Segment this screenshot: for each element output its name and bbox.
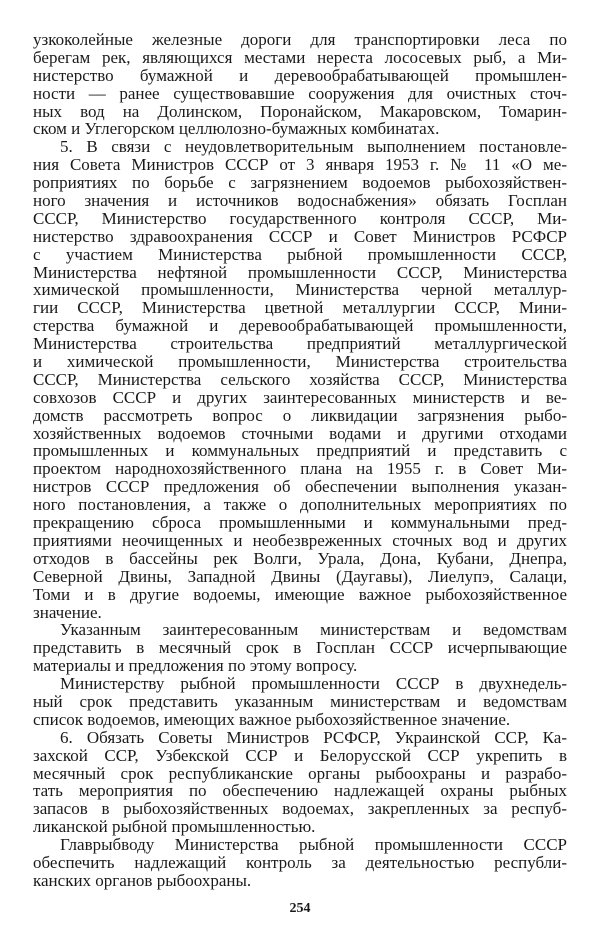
- text-line: ликанской рыбной промышленностью.: [33, 817, 316, 837]
- text-line: 5. В связи с неудовлетворительным выполнением постановле-: [60, 137, 567, 157]
- text-line: прекращению сброса промышленными и коммунальными пред-: [33, 513, 567, 533]
- text-line: химической промышленности, Министерства черной металлур-: [33, 280, 567, 300]
- text-line: ных вод на Долинском, Поронайском, Макаровском, Томарин-: [33, 101, 567, 121]
- text-line: ного постановления, а также о дополнительных мероприятиях по: [33, 495, 567, 515]
- text-line: и химической промышленности, Министерства строительства: [33, 352, 567, 372]
- text-line: с участием Министерства рыбной промышленности СССР,: [33, 244, 567, 264]
- text-line: захской ССР, Узбекской ССР и Белорусской ССР укрепить в: [33, 745, 567, 765]
- text-line: узкоколейные железные дороги для транспортировки леса по: [33, 30, 567, 49]
- text-line: канских органов рыбоохраны.: [33, 870, 252, 890]
- paragraph: [33, 31, 567, 138]
- text-line: СССР, Министерства сельского хозяйства СССР, Министерства: [33, 369, 567, 389]
- text-line: Главрыбводу Министерства рыбной промышленности СССР: [60, 835, 567, 855]
- text-line: приятиями неочищенных и необезвреженных сточных вод и других: [33, 530, 567, 550]
- text-line: ности — ранее существовавшие сооружения для очистных сточ-: [33, 83, 567, 103]
- paragraph: [33, 675, 567, 729]
- text-line: стерства бумажной и деревообрабатывающей промышленности,: [33, 316, 567, 336]
- text-line: Северной Двины, Западной Двины (Даугавы), Лиелупэ, Салаци,: [33, 566, 567, 586]
- text-line: СССР, Министерство государственного контроля СССР, Ми-: [33, 208, 567, 228]
- text-line: берегам рек, являющихся местами нереста лососевых рыб, а Ми-: [33, 47, 567, 67]
- text-line: Указанным заинтересованным министерствам и ведомствам: [60, 620, 567, 640]
- text-line: Министерства нефтяной промышленности СССР, Министерства: [33, 262, 567, 282]
- text-line: совхозов СССР и других заинтересованных министерств и ве-: [33, 387, 567, 407]
- text-line: Министерства строительства предприятий металлургической: [33, 334, 567, 354]
- paragraph: [33, 729, 567, 836]
- text-line: гии СССР, Министерства цветной металлургии СССР, Мини-: [33, 298, 567, 318]
- text-line: представить в месячный срок в Госплан СССР исчерпывающие: [33, 638, 567, 658]
- text-line: месячный срок республиканские органы рыбоохраны и разрабо-: [33, 763, 567, 783]
- page-number: 254: [289, 901, 311, 916]
- text-line: хозяйственных водоемов сточными водами и другими отходами: [33, 423, 567, 443]
- text-line: обеспечить надлежащий контроль за деятельностью республи-: [33, 852, 567, 872]
- text-line: ском и Углегорском целлюлозно-бумажных комбинатах.: [33, 119, 440, 139]
- text-line: материалы и предложения по этому вопросу.: [33, 656, 358, 676]
- text-line: промышленных и коммунальных предприятий и представить с: [33, 441, 567, 461]
- paragraph: [33, 836, 567, 890]
- text-line: тать мероприятия по обеспечению надлежащей охраны рыбных: [33, 781, 567, 801]
- paragraph: [33, 621, 567, 675]
- text-line: нистров СССР предложения об обеспечении выполнения указан-: [33, 477, 567, 497]
- text-line: роприятиях по борьбе с загрязнением водоемов рыбохозяйствен-: [33, 173, 567, 193]
- text-line: Министерству рыбной промышленности СССР в двухнедель-: [60, 674, 567, 694]
- text-line: нистерство бумажной и деревообрабатывающей промышлен-: [33, 65, 567, 85]
- text-line: 6. Обязать Советы Министров РСФСР, Украинской ССР, Ка-: [60, 727, 567, 747]
- text-line: ного значения и источников водоснабжения» обязать Госплан: [33, 191, 567, 211]
- text-line: запасов в рыбохозяйственных водоемах, закрепленных за респуб-: [33, 799, 567, 819]
- text-line: список водоемов, имеющих важное рыбохозяйственное значение.: [33, 709, 511, 729]
- text-line: ный срок представить указанным министерствам и ведомствам: [33, 691, 567, 711]
- text-line: ния Совета Министров СССР от 3 января 1953 г. № 11 «О ме-: [33, 155, 567, 175]
- text-line: нистерство здравоохранения СССР и Совет Министров РСФСР: [33, 226, 567, 246]
- document-body: [33, 31, 567, 890]
- text-line: Томи и в другие водоемы, имеющие важное рыбохозяйственное: [33, 584, 567, 604]
- text-line: отходов в бассейны рек Волги, Урала, Дона, Кубани, Днепра,: [33, 548, 567, 568]
- text-line: домств рассмотреть вопрос о ликвидации загрязнения рыбо-: [33, 405, 567, 425]
- text-line: значение.: [33, 602, 102, 622]
- text-line: проектом народнохозяйственного плана на 1955 г. в Совет Ми-: [33, 459, 567, 479]
- paragraph: [33, 138, 567, 621]
